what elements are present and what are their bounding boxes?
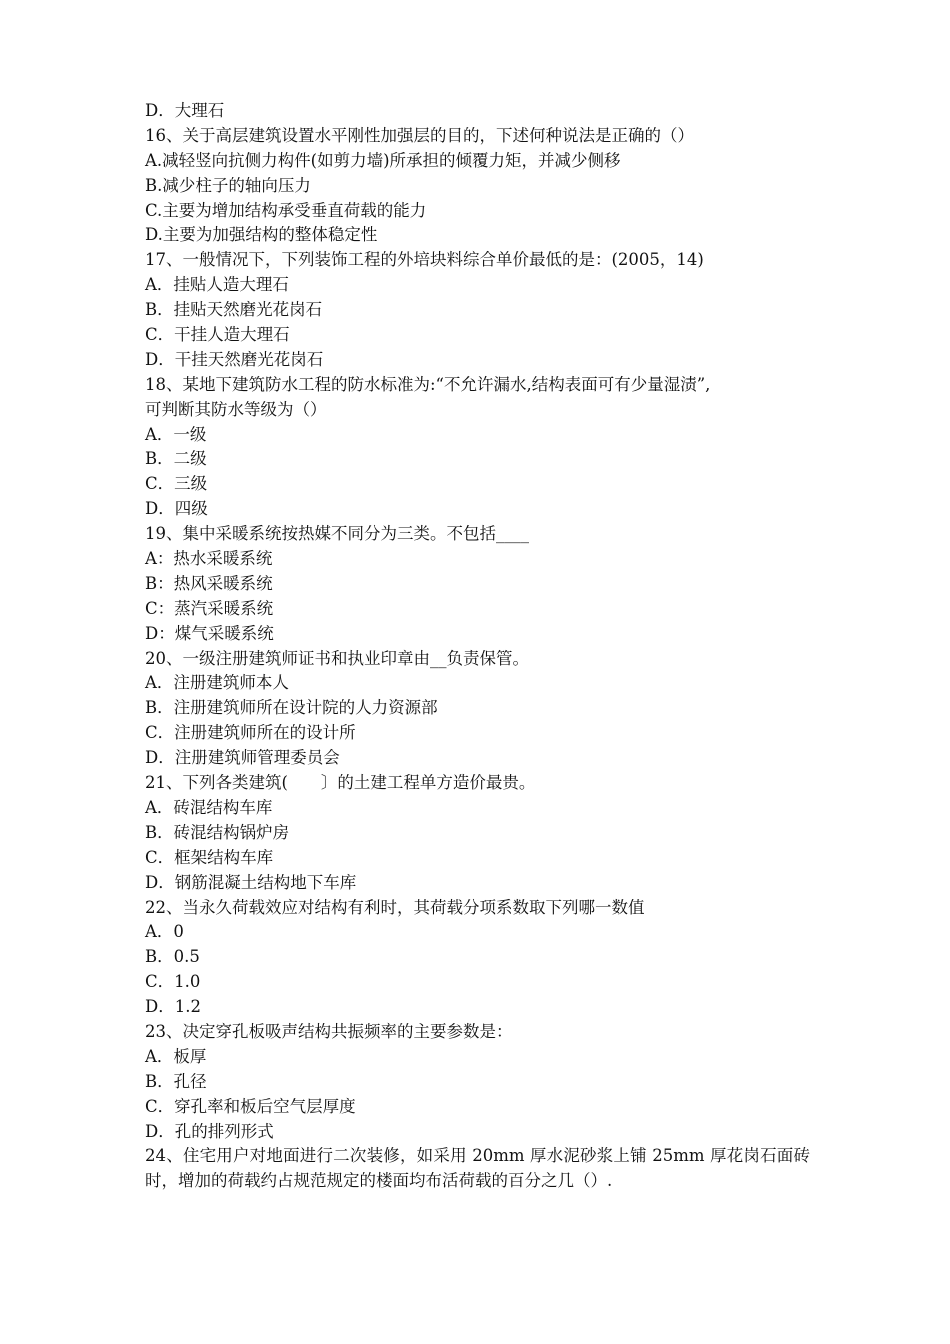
option-line: A．一级 [145, 424, 207, 444]
option-line: B．砖混结构锅炉房 [145, 822, 290, 842]
option-line: D．孔的排列形式 [145, 1121, 274, 1141]
option-line: D：煤气采暖系统 [145, 623, 274, 643]
question-23: 23、决定穿孔板吸声结构共振频率的主要参数是： [145, 1021, 513, 1041]
option-line: A：热水采暖系统 [145, 549, 273, 569]
option-line: C．1.0 [145, 972, 201, 992]
option-line: D.主要为加强结构的整体稳定性 [145, 225, 378, 245]
option-line: C．框架结构车库 [145, 847, 274, 867]
question-17: 17、一般情况下，下列装饰工程的外培块料综合单价最低的是：(2005，14) [145, 250, 704, 270]
question-22: 22、当永久荷载效应对结构有利时，其荷载分项系数取下列哪一数值 [145, 897, 645, 917]
question-16: 16、关于高层建筑设置水平刚性加强层的目的，下述何种说法是正确的（） [145, 125, 694, 145]
option-line: A．板厚 [145, 1046, 207, 1066]
question-18: 18、某地下建筑防水工程的防水标准为:“不允许漏水,结构表面可有少量湿渍”, [145, 374, 711, 394]
option-line: C：蒸汽采暖系统 [145, 598, 274, 618]
option-line: D．1.2 [145, 997, 201, 1017]
option-line: D．干挂天然磨光花岗石 [145, 349, 324, 369]
text-line: D．大理石 [145, 101, 225, 120]
question-18-continued: 可判断其防水等级为（） [145, 399, 327, 419]
option-line: A.减轻竖向抗侧力构件(如剪力墙)所承担的倾覆力矩，并减少侧移 [145, 150, 621, 170]
question-19: 19、集中采暖系统按热媒不同分为三类。不包括____ [145, 524, 529, 544]
option-line: C．干挂人造大理石 [145, 325, 290, 345]
option-line: D．钢筋混凝土结构地下车库 [145, 872, 357, 892]
option-line: A．注册建筑师本人 [145, 673, 289, 693]
option-line: B．挂贴天然磨光花岗石 [145, 300, 323, 320]
option-line: A．砖混结构车库 [145, 797, 273, 817]
option-line: C．三级 [145, 474, 208, 494]
option-line: D．四级 [145, 499, 208, 519]
option-line: B．注册建筑师所在设计院的人力资源部 [145, 698, 438, 718]
question-24: 24、住宅用户对地面进行二次装修，如采用 20mm 厚水泥砂浆上铺 25mm 厚花岗石面砖时，增加的荷载约占规范规定的楼面均布活荷载的百分之几（）. [145, 1146, 810, 1191]
option-line: A．挂贴人造大理石 [145, 275, 289, 295]
option-line: D．注册建筑师管理委员会 [145, 748, 340, 768]
option-line: B．二级 [145, 449, 207, 469]
option-line: B．孔径 [145, 1071, 207, 1091]
question-21: 21、下列各类建筑( 〕的土建工程单方造价最贵。 [145, 773, 536, 793]
option-line: C.主要为增加结构承受垂直荷载的能力 [145, 200, 427, 220]
option-line: C．注册建筑师所在的设计所 [145, 723, 356, 743]
option-line: B：热风采暖系统 [145, 573, 273, 593]
option-line: C．穿孔率和板后空气层厚度 [145, 1096, 356, 1116]
option-line: B．0.5 [145, 947, 200, 967]
option-line: B.减少柱子的轴向压力 [145, 175, 311, 195]
question-20: 20、一级注册建筑师证书和执业印章由__负责保管。 [145, 648, 529, 668]
document-body [145, 99, 810, 1194]
option-line: A．0 [145, 922, 184, 942]
